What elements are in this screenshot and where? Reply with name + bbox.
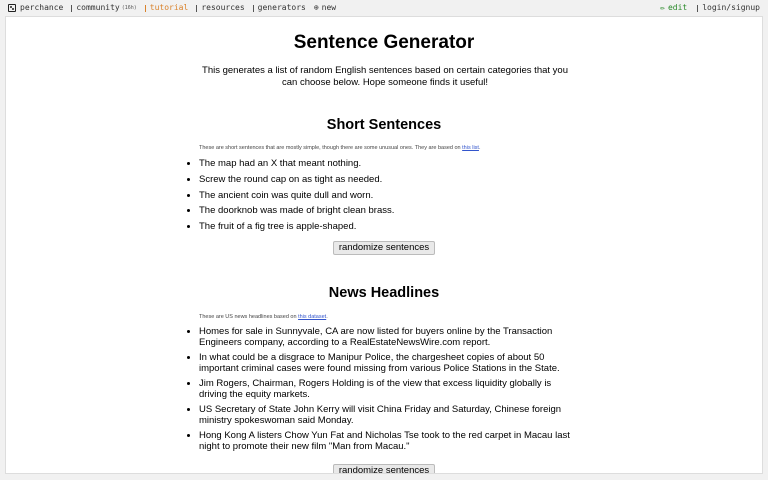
top-nav-right [650, 0, 760, 16]
list-item: • The fruit of a fig tree is apple-shaped. [199, 221, 579, 237]
nav-resources-label: resources [201, 3, 245, 12]
list-item: • Homes for sale in Sunnyvale, CA are now listed for buyers online by the Transaction Engineers company, according to a RealEstateNewsWire.com report. [199, 327, 579, 348]
generators-icon [253, 5, 254, 12]
list-item: • Screw the round cap on as tight as needed. [199, 174, 579, 190]
top-nav-left [8, 0, 344, 16]
nav-generators-label: generators [257, 3, 306, 12]
nav-community[interactable] [71, 0, 136, 16]
short-desc-suffix: . [478, 145, 481, 151]
list-item: • In what could be a disgrace to Manipur Police, the chargesheet copies of about 50 important criminal cases were found missing from various Police Stations in the State. [199, 353, 579, 374]
nav-perchance-home[interactable] [8, 0, 63, 16]
news-desc-link[interactable]: this dataset [298, 314, 327, 320]
list-item: • The ancient coin was quite dull and worn. [199, 190, 579, 206]
nav-edit[interactable] [660, 0, 687, 16]
news-desc-text: These are US news headlines based on [199, 314, 297, 320]
nav-tutorial-label: tutorial [149, 3, 189, 12]
list-item: • US Secretary of State John Kerry will visit China Friday and Saturday, Chinese foreign ministry spokeswoman said Monday. [199, 405, 579, 426]
community-icon [71, 5, 72, 12]
resources-icon [196, 5, 197, 12]
generator-output-panel [5, 16, 763, 474]
news-headlines-list [184, 327, 579, 457]
list-item: • Jim Rogers, Chairman, Rogers Holding is of the view that excess liquidity globally is driving the equity markets. [199, 379, 579, 400]
news-headlines-title: News Headlines [328, 285, 440, 301]
randomize-news-headlines-button[interactable]: randomize sentences [333, 464, 435, 474]
nav-community-label: community [76, 3, 120, 12]
nav-resources[interactable] [196, 0, 244, 16]
tutorial-icon [145, 5, 146, 12]
news-desc-suffix: . [326, 314, 328, 320]
plus-circle-icon: ⊕ [313, 3, 319, 12]
nav-new-label: new [321, 3, 337, 12]
nav-login-label: login/signup [702, 3, 760, 12]
randomize-short-sentences-button[interactable]: randomize sentences [333, 241, 435, 255]
nav-tutorial[interactable] [145, 0, 189, 16]
list-item: • Hong Kong A listers Chow Yun Fat and Nicholas Tse took to the red carpet in Macau last night to promote their new film "Man from Macau." [199, 431, 579, 452]
short-desc-link[interactable]: this list [462, 145, 479, 151]
list-item: • The map had an X that meant nothing. [199, 158, 579, 174]
page-title: Sentence Generator [293, 32, 475, 53]
dice-icon [8, 4, 16, 12]
short-sentences-list [184, 158, 579, 237]
news-headlines-description [199, 314, 328, 320]
top-nav-bar [0, 0, 768, 16]
intro-text: This generates a list of random English sentences based on certain categories that you can choose below. Hope someone finds it useful! [202, 65, 568, 88]
nav-generators[interactable] [253, 0, 306, 16]
list-item: • The doorknob was made of bright clean brass. [199, 205, 579, 221]
user-icon [697, 5, 698, 12]
short-sentences-description [199, 145, 480, 151]
nav-edit-label: edit [667, 3, 688, 12]
nav-login[interactable] [697, 0, 760, 16]
short-sentences-title: Short Sentences [326, 117, 442, 133]
short-desc-text: These are short sentences that are mostly simple, though there are some unusual ones. They are based on [199, 145, 461, 151]
nav-new[interactable] [314, 0, 336, 16]
pencil-icon: ✏ [660, 3, 665, 12]
community-count: (16h) [121, 5, 137, 11]
nav-perchance-label: perchance [20, 3, 64, 12]
